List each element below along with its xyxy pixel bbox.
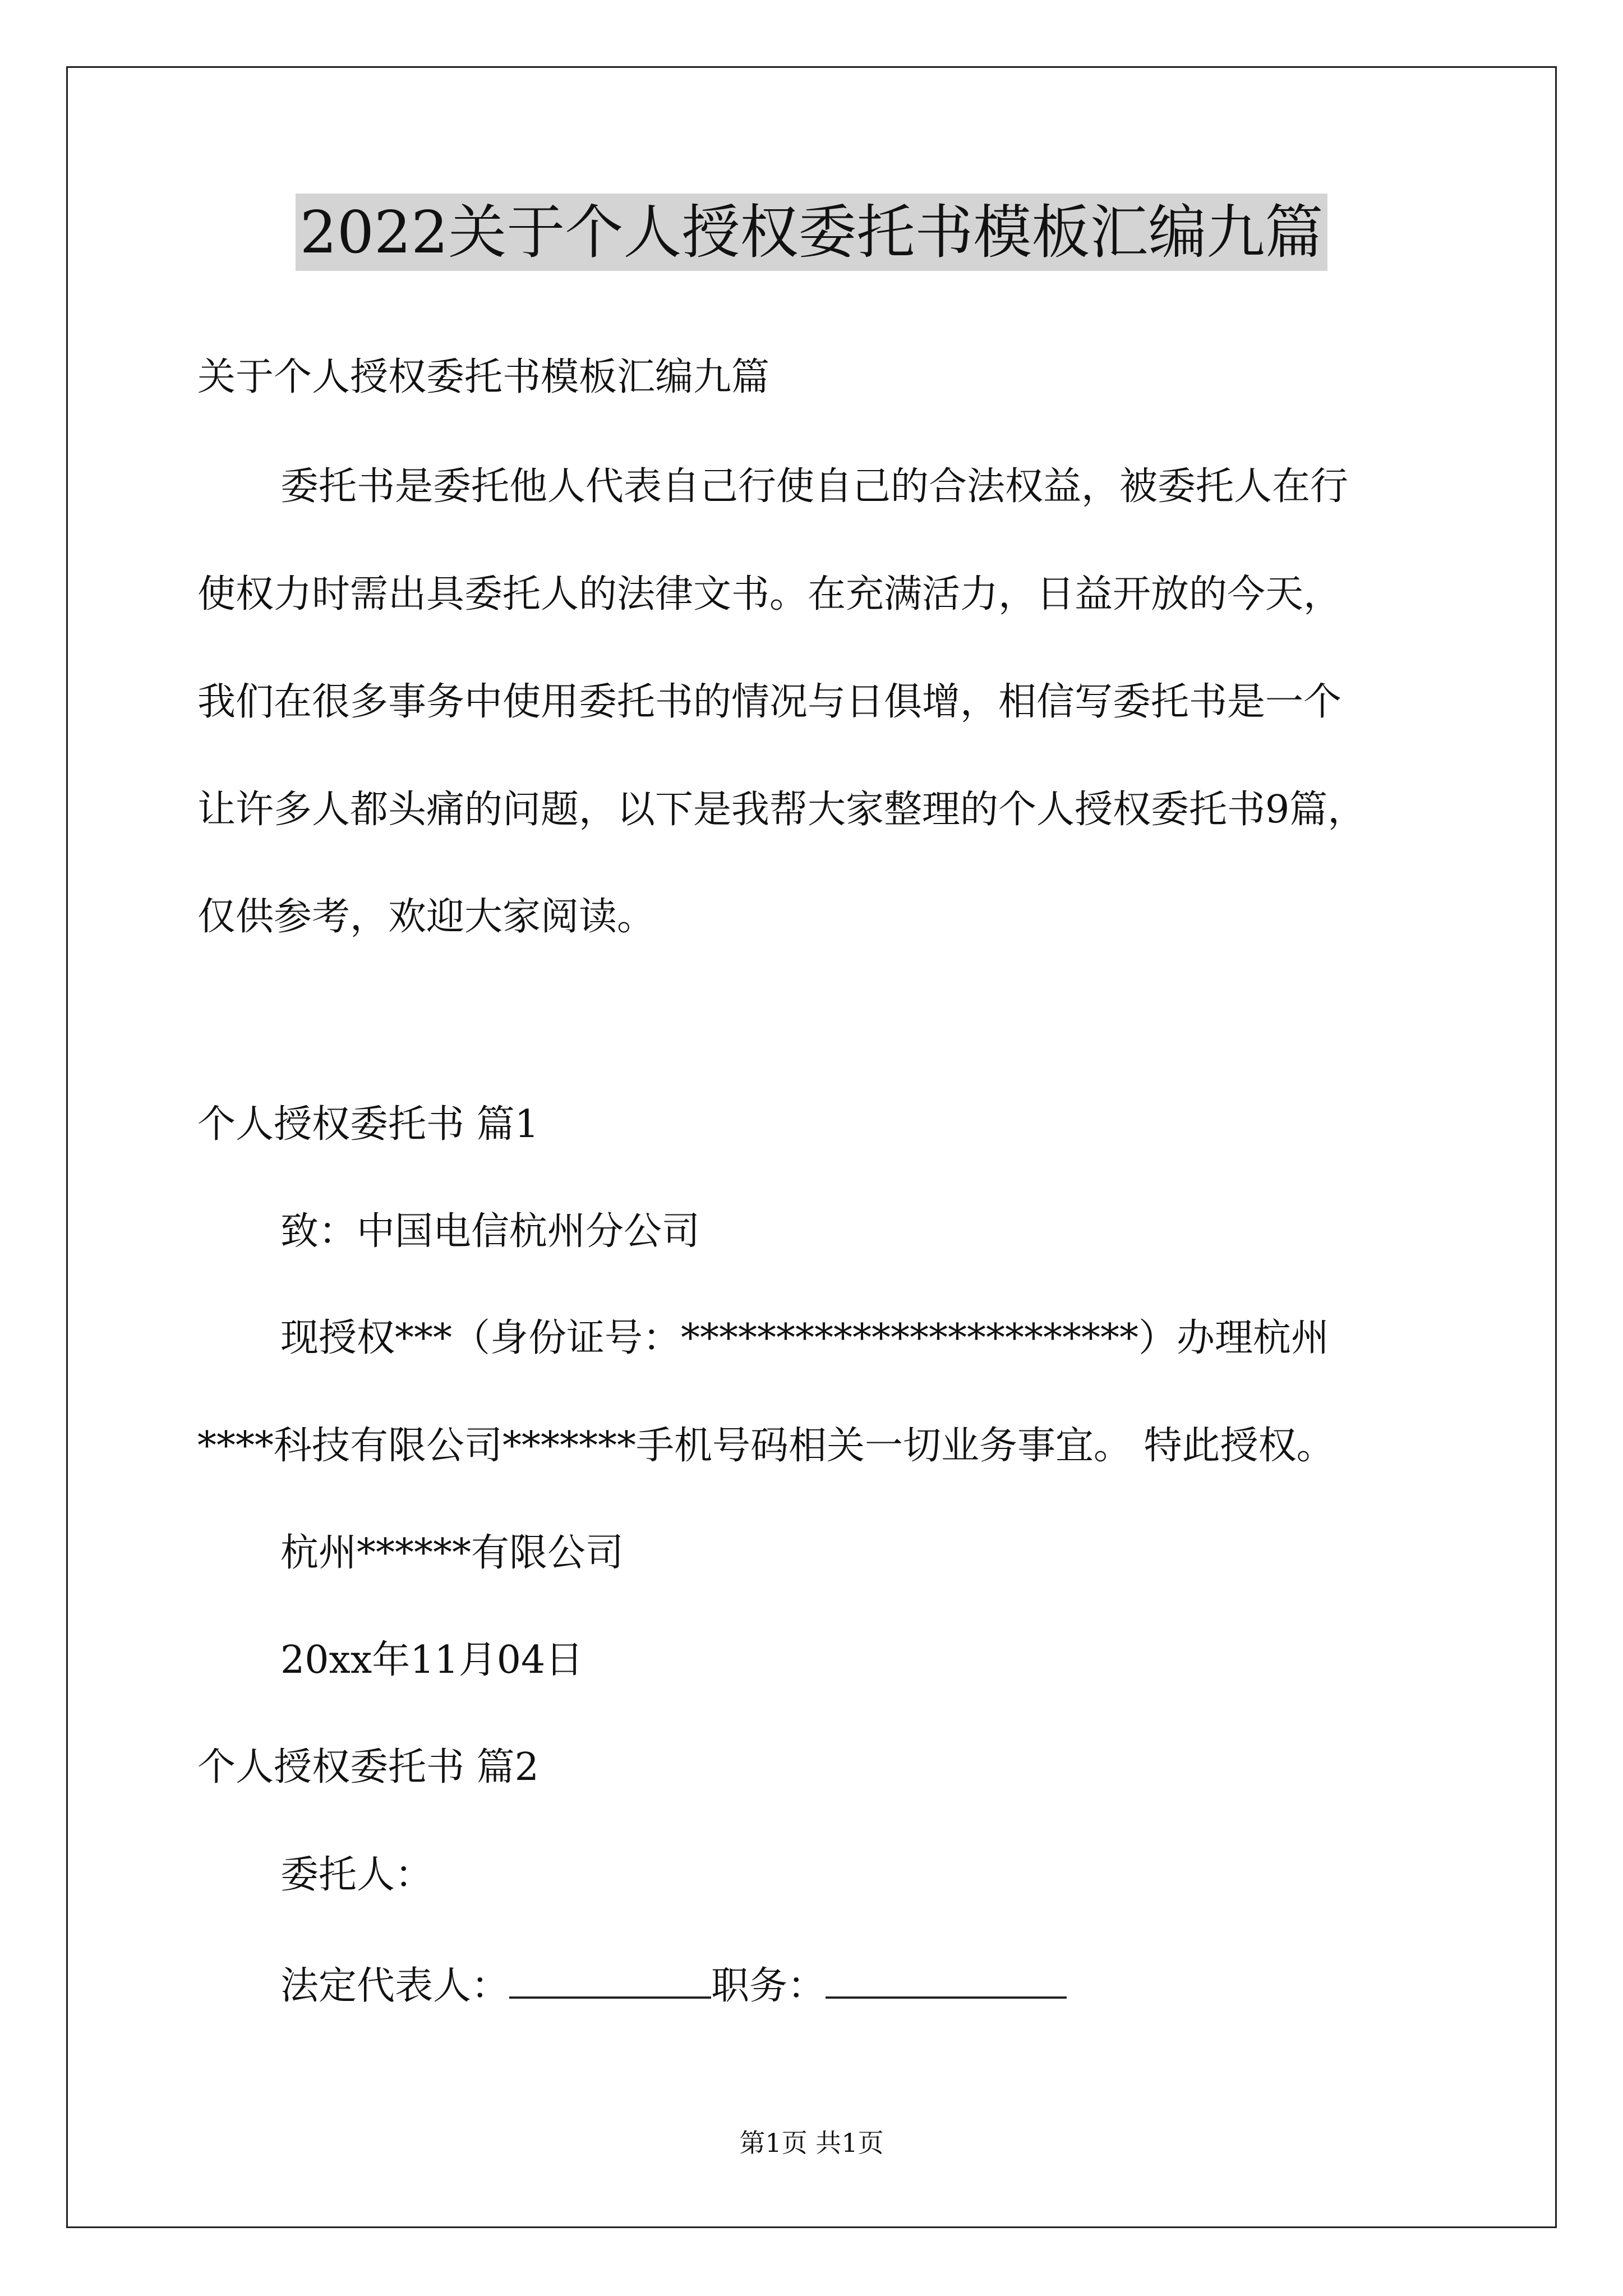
section1-company: 杭州******有限公司 bbox=[280, 1531, 624, 1575]
legal-rep-label: 法定代表人： bbox=[280, 1964, 510, 2008]
section2-heading: 个人授权委托书 篇2 bbox=[197, 1745, 539, 1789]
position-blank bbox=[826, 1955, 1067, 1999]
section1-heading: 个人授权委托书 篇1 bbox=[197, 1102, 539, 1147]
intro-line-1: 委托书是委托他人代表自己行使自己的合法权益，被委托人在行 bbox=[280, 464, 1349, 509]
section1-date: 20xx年11月04日 bbox=[280, 1638, 584, 1682]
section1-body-line-2: ****科技有限公司*******手机号码相关一切业务事宜。 特此授权。 bbox=[197, 1424, 1335, 1468]
intro-line-3: 我们在很多事务中使用委托书的情况与日俱增，相信写委托书是一个 bbox=[197, 680, 1342, 724]
page-footer: 第1页 共1页 bbox=[739, 2128, 884, 2158]
section1-recipient: 致：中国电信杭州分公司 bbox=[280, 1209, 700, 1254]
document-title: 2022关于个人授权委托书模板汇编九篇 bbox=[296, 194, 1328, 271]
section2-legal-rep-row bbox=[280, 1955, 1067, 2013]
section1-body-line-1: 现授权***（身份证号：************************）办理杭州 bbox=[280, 1316, 1330, 1360]
intro-line-4: 让许多人都头痛的问题，以下是我帮大家整理的个人授权委托书9篇， bbox=[197, 788, 1366, 832]
section2-principal-label: 委托人： bbox=[280, 1853, 434, 1897]
position-label: 职务： bbox=[711, 1964, 826, 2008]
intro-line-5: 仅供参考，欢迎大家阅读。 bbox=[197, 895, 656, 939]
document-subtitle: 关于个人授权委托书模板汇编九篇 bbox=[197, 355, 770, 399]
legal-rep-blank bbox=[509, 1955, 711, 1999]
intro-line-2: 使权力时需出具委托人的法律文书。在充满活力，日益开放的今天， bbox=[197, 572, 1342, 616]
title-container bbox=[0, 194, 1623, 271]
